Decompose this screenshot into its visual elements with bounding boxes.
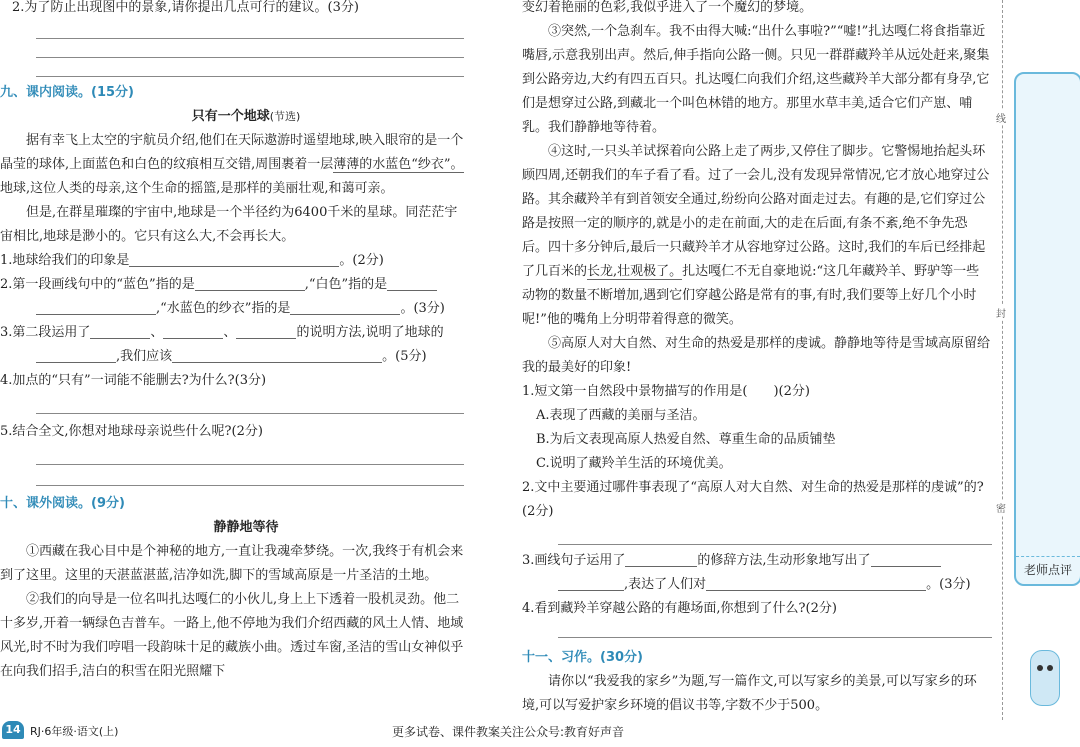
answer-blank[interactable] [195,274,305,291]
mascot-icon [1030,650,1060,706]
answer-blank[interactable] [706,574,926,591]
teacher-comment-label: 老师点评 [1016,556,1080,578]
question-4: 4.加点的“只有”一词能不能删去?为什么?(3分) [0,373,267,388]
answer-line[interactable] [558,524,992,545]
question-2-cont: ,“水蓝色的纱衣”指的是 。(3分) [0,297,492,321]
binding-char-seal: 封 [996,305,1006,320]
answer-blank[interactable] [387,274,437,291]
answer-blank[interactable] [625,550,697,567]
answer-blank[interactable] [163,322,223,339]
section-10-heading: 十、课外阅读。(9分) [0,496,125,511]
answer-line[interactable] [36,393,464,414]
option-a[interactable]: A.表现了西藏的美丽与圣洁。 [536,408,706,423]
answer-blank[interactable] [236,322,296,339]
section-11-heading: 十一、习作。(30分) [522,650,643,665]
answer-blank[interactable] [558,574,624,591]
question-4: 4.看到藏羚羊穿越公路的有趣场面,你想到了什么?(2分) [522,601,837,616]
question-1: 1.短文第一自然段中景物描写的作用是( )(2分) [522,384,810,399]
reading-paragraph-1: ①西藏在我心目中是个神秘的地方,一直让我魂牵梦绕。一次,我终于有机会来到了这里。这里的天湛蓝湛蓝,洁净如洗,脚下的雪域高原是一片圣洁的土地。 [0,544,464,583]
page-number: 14 [2,721,24,739]
essay-prompt: 请你以“我爱我的家乡”为题,写一篇作文,可以写家乡的美景,可以写家乡的环境,可以写爱护家乡环境的倡议书等,字数不少于500。 [522,674,977,713]
answer-blank[interactable] [36,298,156,315]
reading-paragraph-5: ⑤高原人对大自然、对生命的热爱是那样的虔诚。静静地等待是雪域高原留给我的最美好的印象! [522,336,991,375]
passage-title-note: (节选) [269,110,301,123]
question-2: 2.文中主要通过哪件事表现了“高原人对大自然、对生命的热爱是那样的虔诚”的?(2分) [522,480,984,519]
answer-blank[interactable] [90,322,150,339]
question-2: 2.第一段画线句中的“蓝色”指的是 ,“白色”指的是 [0,273,492,297]
question-3: 3.画线句子运用了 的修辞方法,生动形象地写出了 [522,549,992,573]
answer-line[interactable] [36,20,464,39]
passage-paragraph-2: 但是,在群星璀璨的宇宙中,地球是一个半径约为6400千米的星球。同茫茫宇宙相比,地球是渺小的。它只有这么大,不会再长大。 [0,205,458,244]
question-1: 1.地球给我们的印象是 。(2分) [0,249,492,273]
question-3-cont: ,表达了人们对 。(3分) [522,573,992,597]
answer-blank[interactable] [290,298,400,315]
passage-paragraph-1: 据有幸飞上太空的宇航员介绍,他们在天际遨游时遥望地球,映入眼帘的是一个晶莹的球体,上面蓝色和白色的纹痕相互交错,周围裹着一层薄薄的水蓝色“纱衣”。地球,这位人类的母亲,这个生命的摇篮,是那样的美丽壮观,和蔼可亲。 [0,133,464,196]
answer-line[interactable] [36,465,464,486]
answer-line[interactable] [36,444,464,465]
question-3: 3.第二段运用了 、 、 的说明方法,说明了地球的 [0,321,492,345]
reading-paragraph-2: ②我们的向导是一位名叫扎达嘎仁的小伙儿,身上上下透着一股机灵劲。他二十多岁,开着一辆绿色吉普车。一路上,他不停地为我们介绍西藏的风土人情、地域风光,时不时为我们哼唱一段韵味十足的藏族小曲。透过车窗,圣洁的雪山女神似乎在向我们招手,洁白的积雪在阳光照耀下 [0,592,464,679]
answer-line[interactable] [36,39,464,58]
answer-blank[interactable] [129,250,339,267]
answer-blank[interactable] [172,346,382,363]
reading-paragraph-2-cont: 变幻着艳丽的色彩,我似乎进入了一个魔幻的梦境。 [522,0,813,15]
section-9-heading: 九、课内阅读。(15分) [0,85,134,100]
option-c[interactable]: C.说明了藏羚羊生活的环境优美。 [536,456,732,471]
question-5: 5.结合全文,你想对地球母亲说些什么呢?(2分) [0,424,263,439]
promo-text: 更多试卷、课件教案关注公众号:教育好声音 [392,725,625,739]
underlined-sentence: 薄薄的水蓝色“纱衣”。 [333,157,464,172]
reading-paragraph-3: ③突然,一个急刹车。我不由得大喊:“出什么事啦?”“嘘!”扎达嘎仁将食指靠近嘴唇,示意我别出声。然后,伸手指向公路一侧。只见一群群藏羚羊从远处赶来,聚集到公路旁边,大约有四五百只。扎达嘎仁向我们介绍,这些藏羚羊大部分都有身孕,它们是想穿过公路,到藏北一个叫色林错的地方。那里水草丰美,适合它们产崽、哺乳。我们静静地等待着。 [522,24,990,135]
reading-paragraph-4: ④这时,一只头羊试探着向公路上走了两步,又停住了脚步。它警惕地抬起头环顾四周,还朝我们的车子看了看。过了一会儿,没有发现异常情况,它才放心地穿过公路。其余藏羚羊有到首领安全通过,纷纷向公路对面走过去。有趣的是,它们穿过公路是按照一定的顺序的,就是小的走在前面,大的走在后面,有条不紊,绝不争先恐后。四十多分钟后,最后一只藏羚羊才从容地穿过公路。这时,我们的车后已经排起了几百米的长龙,壮观极了。扎达嘎仁不无自豪地说:“这几年藏羚羊、野驴等一些动物的数量不断增加,遇到它们穿越公路是常有的事,有时,我们要等上好几个小时呢!”他的嘴角上分明带着得意的微笑。 [522,144,990,327]
answer-line[interactable] [36,58,464,77]
question-3-cont: ,我们应该 。(5分) [0,345,492,369]
answer-blank[interactable] [871,550,941,567]
subject-tag: RJ·6年级·语文(上) [30,725,119,738]
answer-blank[interactable] [36,346,116,363]
option-b[interactable]: B.为后文表现高原人热爱自然、尊重生命的品质铺垫 [536,432,836,447]
page-footer [0,718,1080,746]
right-column [522,0,992,718]
binding-char-line: 线 [996,110,1006,125]
binding-char-secret: 密 [996,500,1006,515]
underlined-sentence: 长龙,壮观极了。 [587,264,683,279]
left-column [0,0,492,684]
passage-title: 只有一个地球(节选) [191,109,301,124]
prev-question-2: 2.为了防止出现图中的景象,请你提出几点可行的建议。(3分) [12,0,359,15]
binding-line [1002,0,1003,720]
answer-line[interactable] [558,621,992,638]
teacher-comment-box[interactable] [1014,72,1080,586]
reading-title: 静静地等待 [213,520,279,535]
